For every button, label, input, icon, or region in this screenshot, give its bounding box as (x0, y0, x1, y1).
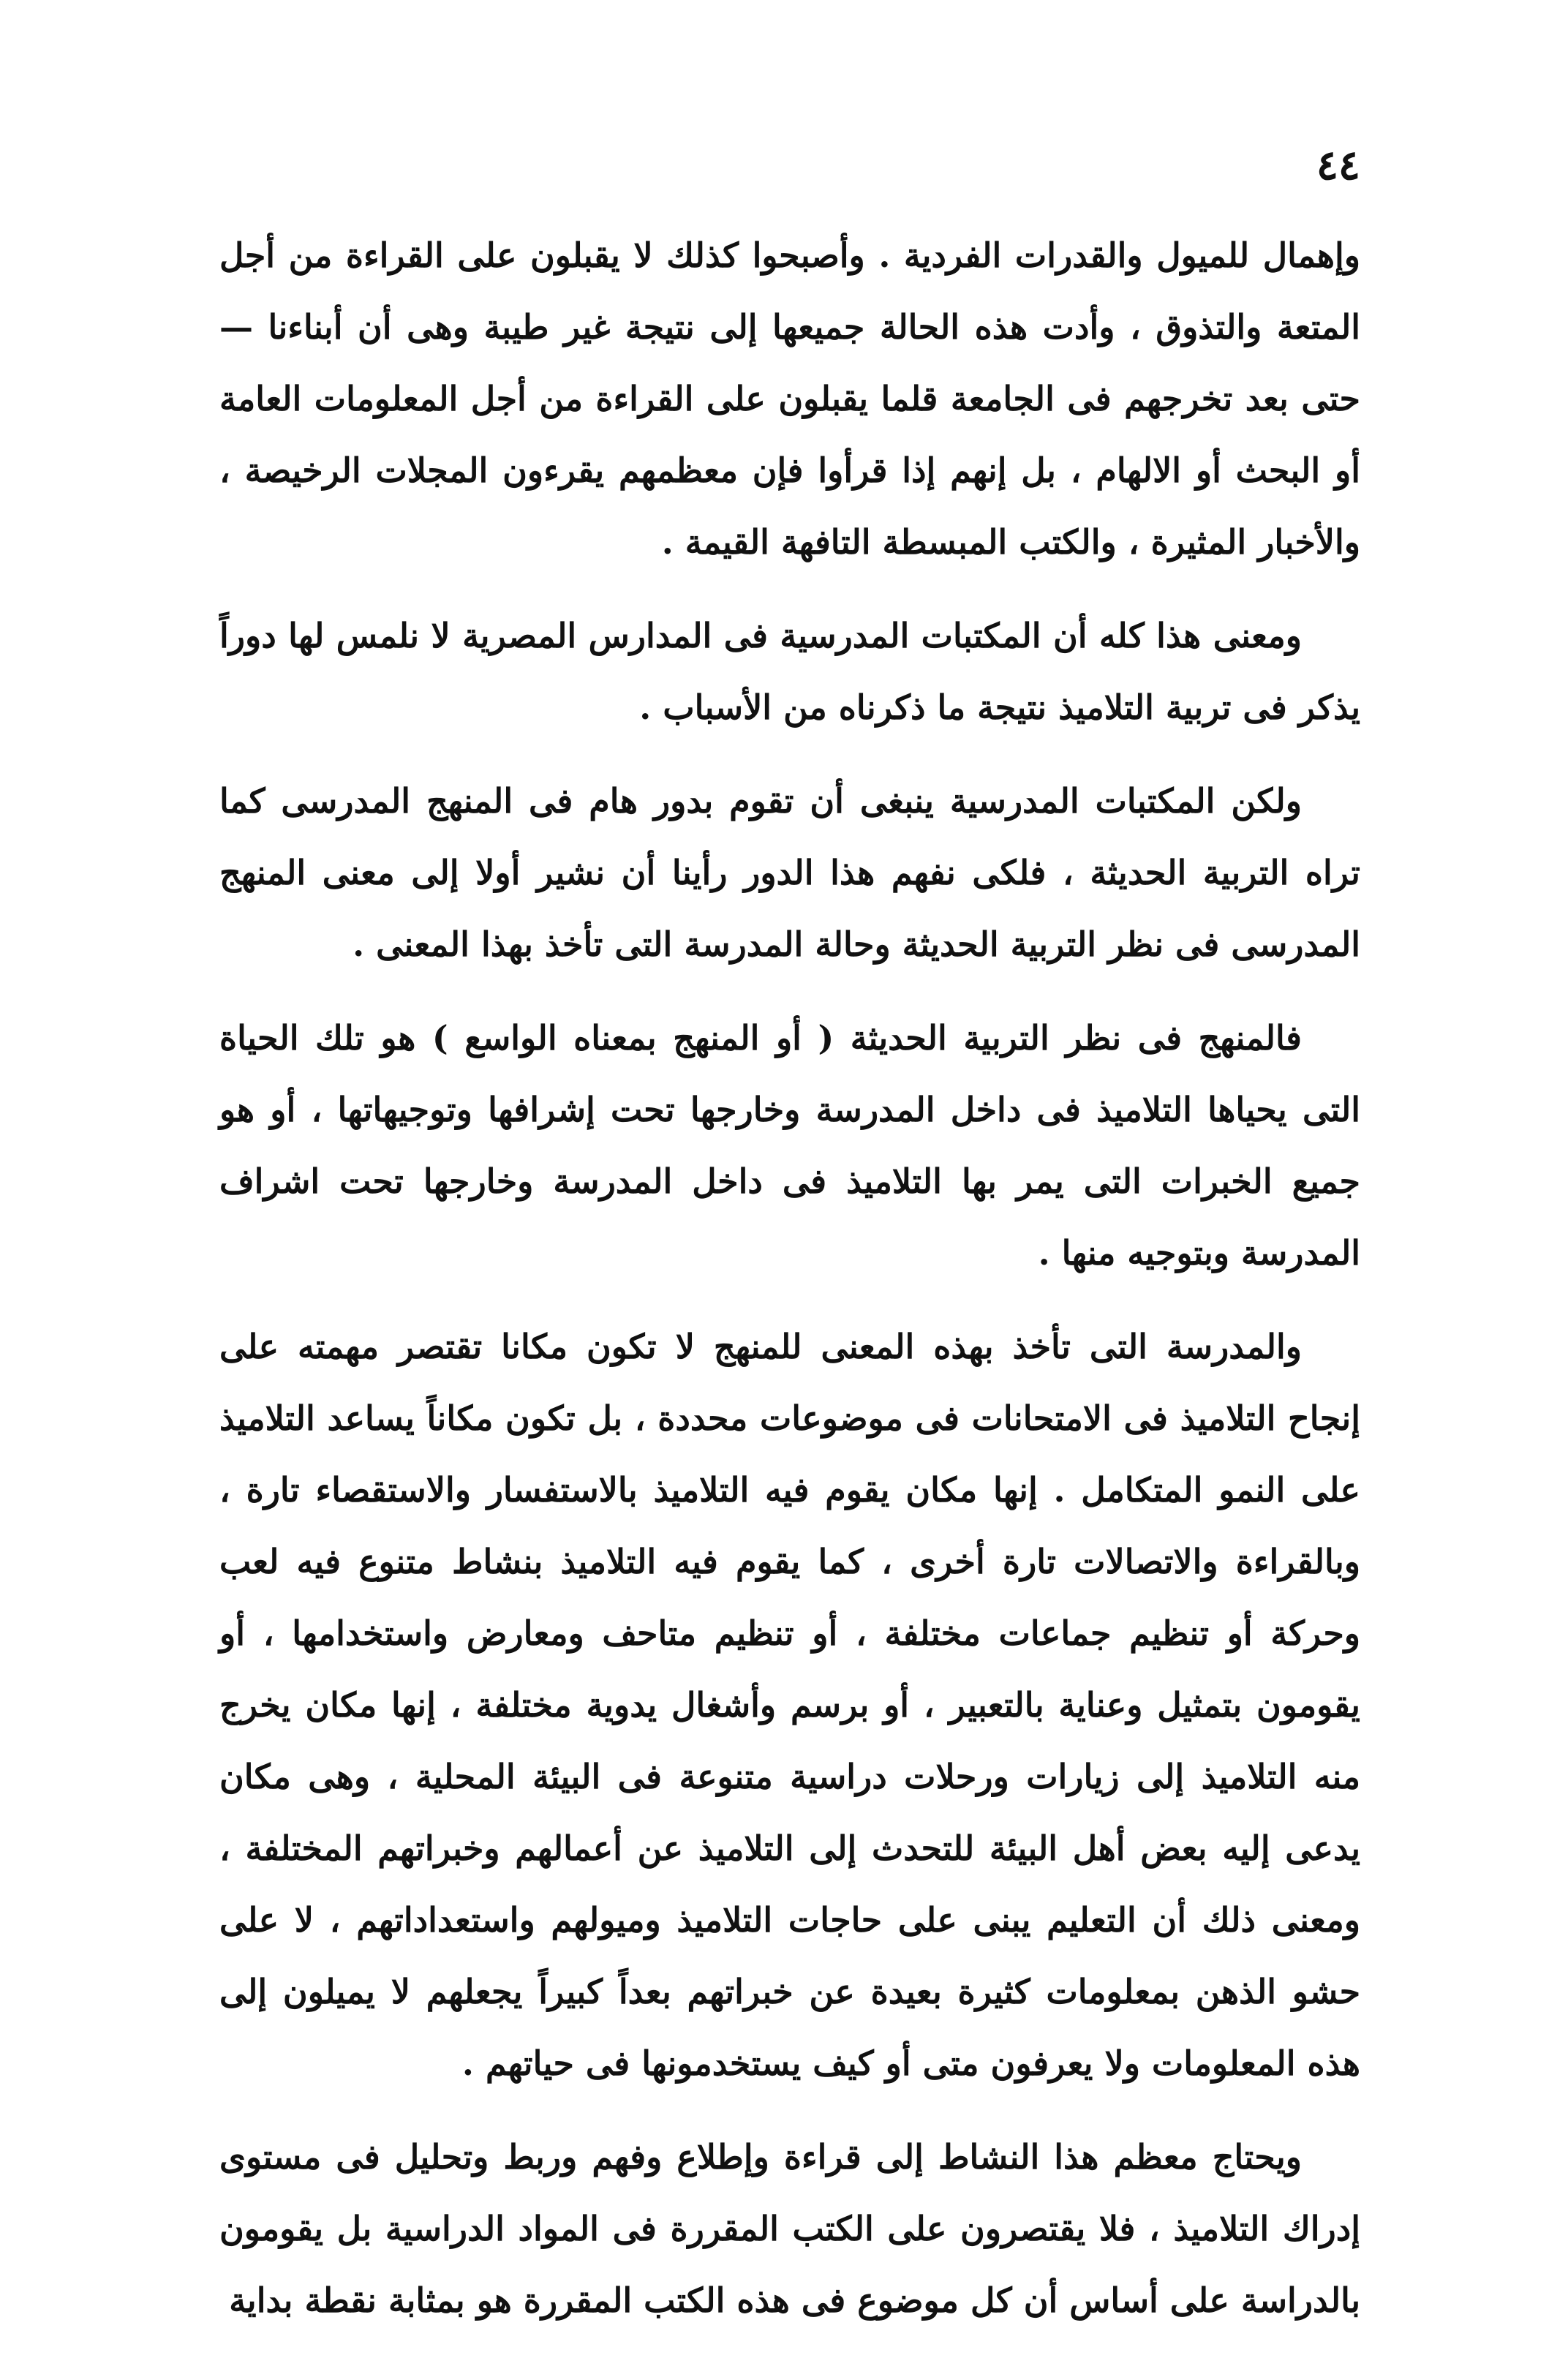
paragraph-3: ولكن المكتبات المدرسية ينبغى أن تقوم بدور هام فى المنهج المدرسى كما تراه التربية الحديثة ، فلكى نفهم هذا الدور رأينا أن نشير أولا إلى معنى المنهج المدرسى فى نظر التربية الحديثة وحالة المدرسة التى تأخذ بهذا المعنى . (219, 781, 1360, 964)
body-text (219, 219, 1360, 2358)
paragraph-6: ويحتاج معظم هذا النشاط إلى قراءة وإطلاع وفهم وربط وتحليل فى مستوى إدراك التلاميذ ، فلا يقتصرون على الكتب المقررة فى المواد الدراسية بل يقومون بالدراسة على أساس أن كل موضوع فى هذه الكتب المقررة هو بمثابة نقطة بداية (219, 2137, 1360, 2320)
paragraph-5: والمدرسة التى تأخذ بهذه المعنى للمنهج لا تكون مكانا تقتصر مهمته على إنجاح التلاميذ فى الامتحانات فى موضوعات محددة ، بل تكون مكاناً يساعد التلاميذ على النمو المتكامل . إنها مكان يقوم فيه التلاميذ بالاستفسار والاستقصاء تارة ، وبالقراءة والاتصالات تارة أخرى ، كما يقوم فيه التلاميذ بنشاط متنوع فيه لعب وحركة أو تنظيم جماعات مختلفة ، أو تنظيم متاحف ومعارض واستخدامها ، أو يقومون بتمثيل وعناية بالتعبير ، أو برسم وأشغال يدوية مختلفة ، إنها مكان يخرج منه التلاميذ إلى زيارات ورحلات دراسية متنوعة فى البيئة المحلية ، وهى مكان يدعى إليه بعض أهل البيئة للتحدث إلى التلاميذ عن أعمالهم وخبراتهم المختلفة ، ومعنى ذلك أن التعليم يبنى على حاجات التلاميذ وميولهم واستعداداتهم ، لا على حشو الذهن بمعلومات كثيرة بعيدة عن خبراتهم بعداً كبيراً يجعلهم لا يميلون إلى هذه المعلومات ولا يعرفون متى أو كيف يستخدمونها فى حياتهم . (219, 1327, 1360, 2083)
paragraph-4: فالمنهج فى نظر التربية الحديثة ( أو المنهج بمعناه الواسع ) هو تلك الحياة التى يحياها التلاميذ فى داخل المدرسة وخارجها تحت إشرافها وتوجيهاتها ، أو هو جميع الخبرات التى يمر بها التلاميذ فى داخل المدرسة وخارجها تحت اشراف المدرسة وبتوجيه منها . (219, 1018, 1360, 1273)
paragraph-1: وإهمال للميول والقدرات الفردية . وأصبحوا كذلك لا يقبلون على القراءة من أجل المتعة والتذوق ، وأدت هذه الحالة جميعها إلى نتيجة غير طيبة وهى أن أبناءنا — حتى بعد تخرجهم فى الجامعة قلما يقبلون على القراءة من أجل المعلومات العامة أو البحث أو الالهام ، بل إنهم إذا قرأوا فإن معظمهم يقرءون المجلات الرخيصة ، والأخبار المثيرة ، والكتب المبسطة التافهة القيمة . (219, 236, 1360, 562)
page-number: ٤٤ (1316, 141, 1360, 189)
paragraph-2: ومعنى هذا كله أن المكتبات المدرسية فى المدارس المصرية لا نلمس لها دوراً يذكر فى تربية التلاميذ نتيجة ما ذكرناه من الأسباب . (219, 616, 1360, 727)
